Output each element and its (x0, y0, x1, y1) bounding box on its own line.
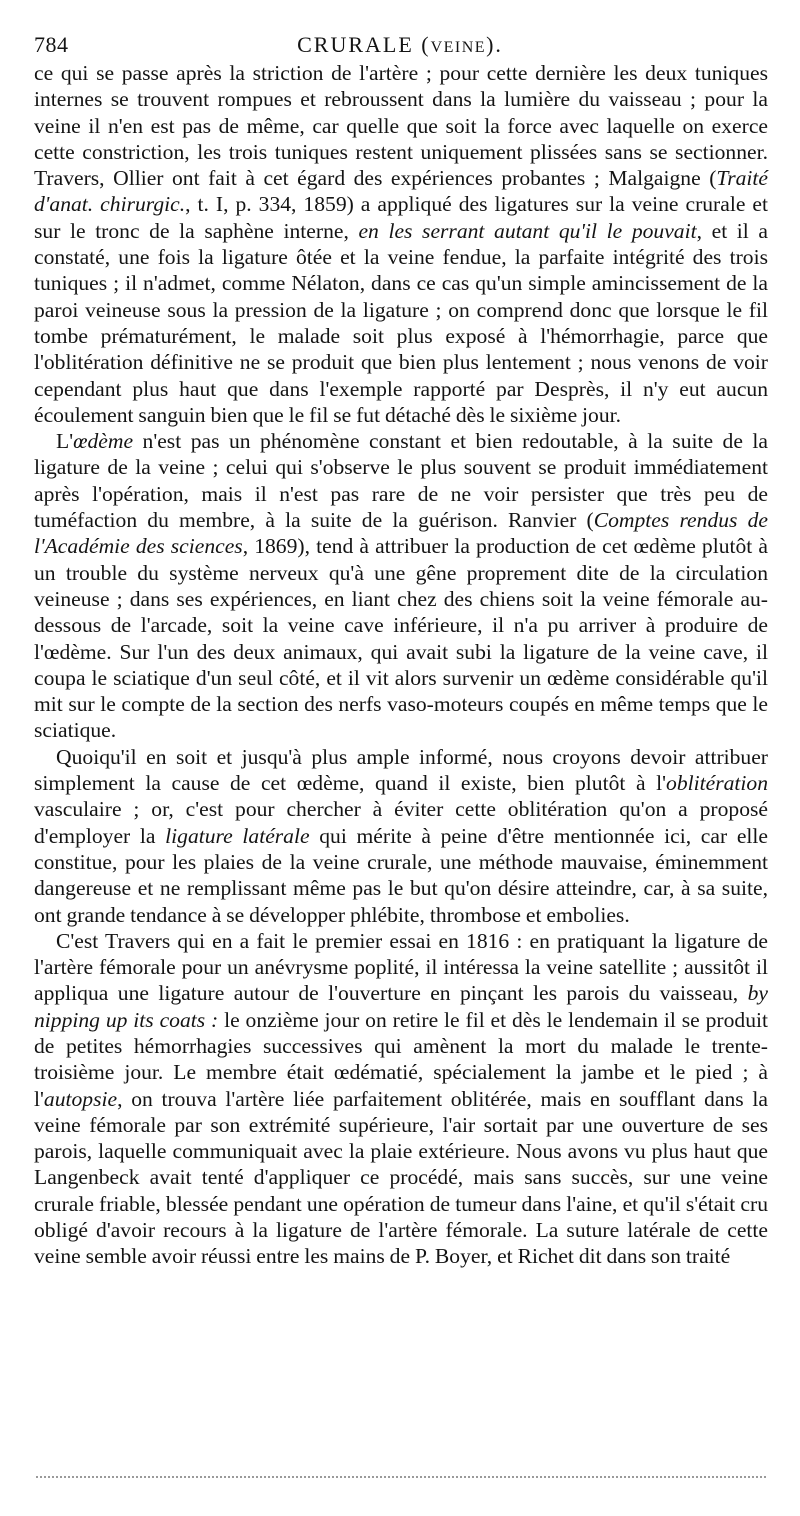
text-run: ce qui se passe après la striction de l'artère ; pour cette dernière les deux tuniques internes se trouvent rompues et rebroussent dans la lumière du vaisseau ; pour la veine il n'en est pas de même, car quelle que soit la force avec laquelle on exerce cette constriction, les trois tuniques restent uniquement plissées sans se sectionner. Travers, Ollier ont fait à cet égard des expériences probantes ; Malgaigne ( (34, 61, 768, 191)
italic-citation: Comptes rendus de l'Académie des sciences (34, 508, 768, 559)
running-title-small-caps: VEINE (430, 39, 487, 56)
text-run: qui mérite à peine d'être mentionnée ici, car elle constitue, pour les plaies de la veine crurale, une méthode mauvaise, éminemment dangereuse et ne remplissant même pas le but qu'on désire atteindre, car, à sa suite, ont grande tendance à se développer phlébite, thrombose et embolies. (34, 823, 768, 927)
text-run: Quoiqu'il en soit et jusqu'à plus ample informé, nous croyons devoir attribuer simplement la cause de cet œdème, quand il existe, bien plutôt à l' (34, 744, 768, 796)
text-run: vasculaire ; or, c'est pour chercher à éviter cette oblitération qu'on a proposé d'employer la (34, 797, 768, 848)
italic-term: autopsie (43, 1086, 118, 1111)
italic-phrase: en les serrant autant qu'il le pouvait (358, 218, 697, 243)
text-run: le onzième jour on retire le fil et dès le lendemain il se produit de petites hémorrhagies successives qui amènent la mort du malade le trente-troisième jour. Le membre était œdématié, spécialement la jambe et le pied ; à l' (34, 1007, 768, 1111)
text-run: , on trouva l'artère liée parfaitement oblitérée, mais en soufflant dans la veine fémorale par son extrémité supérieure, l'air sortait par une ouverture de ses parois, laquelle communiquait avec la plaie extérieure. Nous avons vu plus haut que Langenbeck avait tenté d'appliquer ce procédé, mais sans succès, sur une veine crurale friable, blessée pendant une opération de tumeur dans l'aine, et qu'il s'était cru obligé d'avoir recours à la ligature de l'artère fémorale. La suture latérale de cette veine semble avoir réussi entre les mains de P. Boyer, et Richet dit dans son traité (34, 1086, 768, 1269)
italic-term: oblitération (666, 771, 768, 796)
text-run: , t. I, p. 334, 1859) a appliqué des ligatures sur la veine crurale et sur le tronc de la saphène interne, (34, 192, 768, 243)
running-title-end: ). (486, 32, 503, 57)
paragraph-ligature-laterale (34, 744, 768, 928)
text-run: n'est pas un phénomène constant et bien redoutable, à la suite de la ligature de la veine ; celui qui s'observe le plus souvent se produit immédiatement après l'opération, mais il n'est pas rare de ne voir persister que très peu de tuméfaction du membre, à la suite de la guérison. Ranvier ( (34, 429, 768, 533)
page-number: 784 (34, 32, 69, 57)
paragraph-travers (34, 928, 768, 1270)
text-run: , 1869), tend à attribuer la production de cet œdème plutôt à un trouble du système nerveux qu'à une gêne proprement dite de la circulation veineuse ; dans ses expériences, en liant chez des chiens soit la veine fémorale au-dessous de l'arcade, soit la veine cave inférieure, il n'a pu arriver à produire de l'œdème. Sur l'un des deux animaux, qui avait subi la ligature de la veine cave, il coupa le sciatique d'un seul côté, et il vit alors survenir un œdème considérable qu'il mit sur le compte de la section des nerfs vaso-moteurs coupés en même temps que le sciatique. (34, 534, 768, 743)
body-text (34, 60, 768, 1270)
italic-term: ligature latérale (165, 823, 310, 848)
text-run: C'est Travers qui en a fait le premier essai en 1816 : en pratiquant la ligature de l'artère fémorale pour un anévrysme poplité, il intéressa la veine satellite ; aussitôt il appliqua une ligature autour de l'ouverture en pinçant les parois du vaisseau, (34, 928, 768, 1006)
italic-term: œdème (73, 429, 134, 454)
text-run: L' (56, 429, 74, 454)
running-title-main: CRURALE ( (297, 32, 431, 57)
running-header (30, 28, 770, 62)
text-run: , et il a constaté, une fois la ligature ôtée et la veine fendue, la parfaite intégrité des trois tuniques ; il n'admet, comme Nélaton, dans ce cas qu'un simple amincissement de la paroi veineuse sous la pression de la ligature ; on comprend donc que lorsque le fil tombe prématurément, le malade soit plus exposé à l'hémorrhagie, parce que l'oblitération définitive ne se produit que bien plus lentement ; nous venons de voir cependant plus haut que dans l'exemple rapporté par Desprès, il n'y eut aucun écoulement sanguin bien que le fil se fut détaché dès le sixième jour. (34, 218, 768, 427)
italic-citation: Traité d'anat. chirurgic. (34, 166, 768, 217)
paragraph-oedeme (34, 428, 768, 744)
italic-quote: by nipping up its coats : (34, 981, 768, 1032)
bottom-dotted-rule (36, 1476, 766, 1478)
paragraph-ligature-veine-continued (34, 60, 768, 428)
